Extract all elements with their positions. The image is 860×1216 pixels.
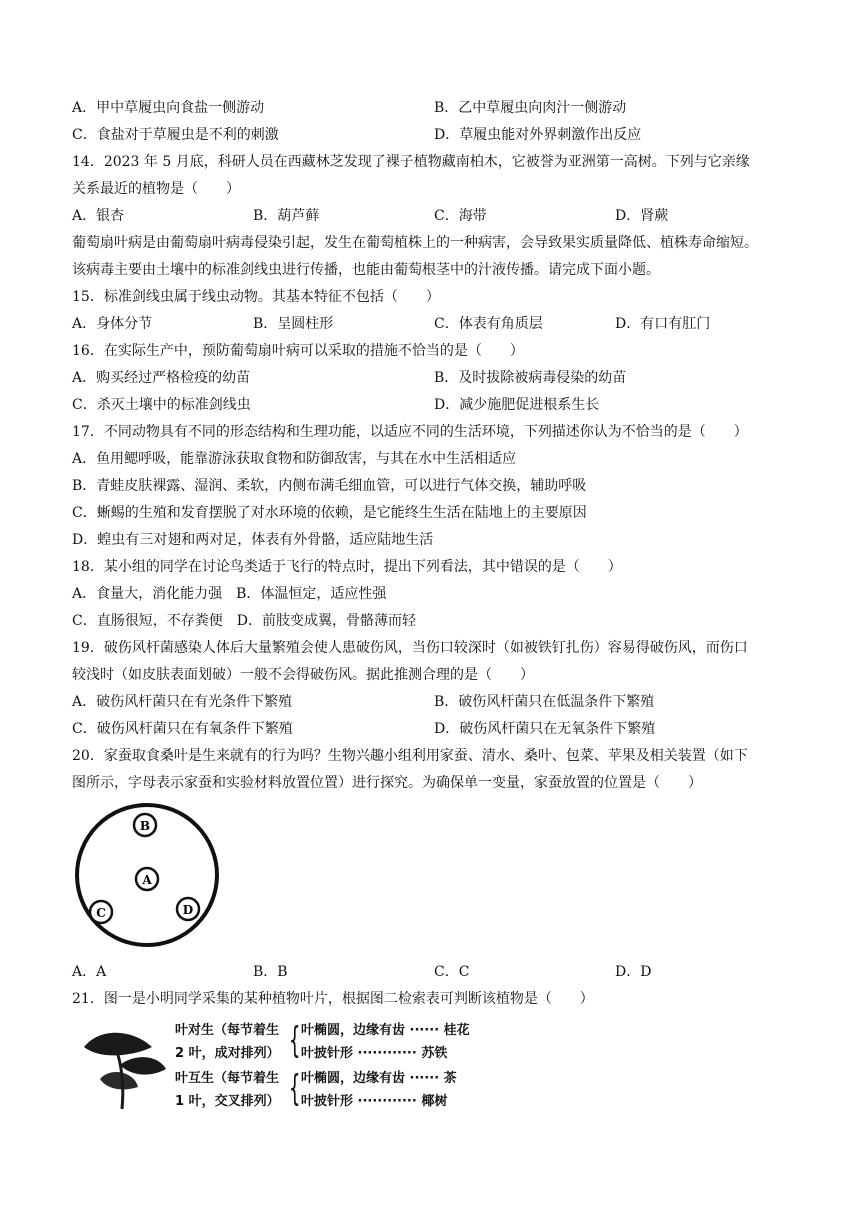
experiment-dish-diagram	[72, 801, 222, 949]
q19-option-a[interactable]: A．破伤风杆菌只在有光条件下繁殖	[72, 694, 293, 710]
q14-option-d[interactable]: D．肾蕨	[615, 208, 669, 224]
q17-option-c[interactable]: C．蜥蜴的生殖和发育摆脱了对水环境的依赖，是它能终生生活在陆地上的主要原因	[72, 505, 587, 521]
q14-stem-line-1: 14．2023 年 5 月底，科研人员在西藏林芝发现了裸子植物藏南柏木，它被誉为亚洲第一高树。下列与它亲缘	[72, 154, 750, 170]
q17-option-a[interactable]: A．鱼用鳃呼吸，能靠游泳获取食物和防御敌害，与其在水中生活相适应	[72, 451, 517, 467]
q19-option-b[interactable]: B．破伤风杆菌只在低温条件下繁殖	[434, 694, 655, 710]
q15-stem: 15．标准剑线虫属于线虫动物。其基本特征不包括（ ）	[72, 289, 440, 305]
q16-stem: 16．在实际生产中，预防葡萄扇叶病可以采取的措施不恰当的是（ ）	[72, 343, 524, 359]
q18-options-row-2	[72, 608, 812, 635]
q16-option-a[interactable]: A．购买经过严格检疫的幼苗	[72, 370, 251, 386]
q19-option-c[interactable]: C．破伤风杆菌只在有氧条件下繁殖	[72, 721, 293, 737]
q15-options	[72, 311, 812, 338]
leaf-specimen-image	[80, 1025, 170, 1111]
key-group2-row2: 叶披针形 ············ 椰树	[301, 1094, 448, 1109]
q13-option-a[interactable]: A．甲中草履虫向食盐一侧游动	[72, 100, 265, 116]
q14-option-b[interactable]: B．葫芦藓	[253, 208, 320, 224]
position-c-label: C	[96, 906, 106, 920]
key-group1-row1: 叶椭圆，边缘有齿 ······ 桂花	[301, 1023, 470, 1038]
q20-option-d[interactable]: D．D	[615, 964, 652, 980]
q13-option-d[interactable]: D．草履虫能对外界刺激作出反应	[434, 127, 642, 143]
key-group2-brace: {	[289, 1068, 301, 1109]
q14-option-a[interactable]: A．银杏	[72, 208, 125, 224]
q15-option-a[interactable]: A．身体分节	[72, 316, 153, 332]
position-d-label: D	[182, 903, 194, 917]
q13-options-row-1	[72, 95, 812, 122]
q14-stem-line-2: 关系最近的植物是（ ）	[72, 181, 240, 197]
key-group2-label-b: 1 叶，交叉排列）	[175, 1094, 280, 1109]
key-group2-row1: 叶椭圆，边缘有齿 ······ 茶	[301, 1071, 457, 1086]
q15-option-d[interactable]: D．有口有肛门	[615, 316, 711, 332]
q20-stem-line-2: 图所示，字母表示家蚕和实验材料放置位置）进行探究。为确保单一变量，家蚕放置的位置是（ ）	[72, 775, 702, 791]
key-group2-label-a: 叶互生（每节着生	[175, 1071, 280, 1086]
q19-stem-line-2: 较浅时（如皮肤表面划破）一般不会得破伤风。据此推测合理的是（ ）	[72, 667, 534, 683]
q21-figure	[72, 1019, 812, 1119]
q20-option-b[interactable]: B．B	[253, 964, 288, 980]
q14-option-c[interactable]: C．海带	[434, 208, 487, 224]
q18-options-row-1	[72, 581, 812, 608]
q17-stem: 17．不同动物具有不同的形态结构和生理功能，以适应不同的生活环境，下列描述你认为不恰当的是（ ）	[72, 424, 748, 440]
q18-option-b[interactable]: B．体温恒定，适应性强	[236, 586, 387, 602]
q14-options	[72, 203, 812, 230]
intro-line-1: 葡萄扇叶病是由葡萄扇叶病毒侵染引起，发生在葡萄植株上的一种病害，会导致果实质量降低、植株寿命缩短。	[72, 235, 758, 251]
key-group1-label-a: 叶对生（每节着生	[175, 1023, 280, 1038]
q20-option-a[interactable]: A．A	[72, 964, 107, 980]
key-group1-label-b: 2 叶，成对排列）	[175, 1046, 280, 1061]
q18-stem: 18．某小组的同学在讨论鸟类适于飞行的特点时，提出下列看法，其中错误的是（ ）	[72, 559, 622, 575]
q13-option-b[interactable]: B．乙中草履虫向肉汁一侧游动	[434, 100, 627, 116]
q18-option-c[interactable]: C．直肠很短，不存粪便	[72, 613, 223, 629]
q18-option-d[interactable]: D．前肢变成翼，骨骼薄而轻	[236, 613, 416, 629]
intro-line-2: 该病毒主要由土壤中的标准剑线虫进行传播，也能由葡萄根茎中的汁液传播。请完成下面小题。	[72, 262, 660, 278]
q19-options-row-1	[72, 689, 812, 716]
q15-option-c[interactable]: C．体表有角质层	[434, 316, 543, 332]
q17-option-d[interactable]: D．蝗虫有三对翅和两对足，体表有外骨骼，适应陆地生活	[72, 532, 434, 548]
q18-option-a[interactable]: A．食量大，消化能力强	[72, 586, 223, 602]
q16-option-c[interactable]: C．杀灭土壤中的标准剑线虫	[72, 397, 251, 413]
q16-option-d[interactable]: D．减少施肥促进根系生长	[434, 397, 600, 413]
q16-options-row-1	[72, 365, 812, 392]
q15-option-b[interactable]: B．呈圆柱形	[253, 316, 334, 332]
q20-options	[72, 959, 812, 986]
q19-options-row-2	[72, 716, 812, 743]
q20-option-c[interactable]: C．C	[434, 964, 470, 980]
key-group1-brace: {	[289, 1020, 301, 1061]
key-group1-row2: 叶披针形 ············ 苏铁	[301, 1046, 448, 1061]
q17-option-b[interactable]: B．青蛙皮肤裸露、湿润、柔软，内侧布满毛细血管，可以进行气体交换，辅助呼吸	[72, 478, 587, 494]
q19-stem-line-1: 19．破伤风杆菌感染人体后大量繁殖会使人患破伤风，当伤口较深时（如被铁钉扎伤）容易得破伤风，而伤口	[72, 640, 748, 656]
position-a-label: A	[142, 873, 152, 887]
q21-stem: 21．图一是小明同学采集的某种植物叶片，根据图二检索表可判断该植物是（ ）	[72, 991, 594, 1007]
q16-options-row-2	[72, 392, 812, 419]
q19-option-d[interactable]: D．破伤风杆菌只在无氧条件下繁殖	[434, 721, 656, 737]
q20-figure	[72, 801, 812, 951]
exam-page	[72, 95, 812, 1119]
q13-options-row-2	[72, 122, 812, 149]
q16-option-b[interactable]: B．及时拔除被病毒侵染的幼苗	[434, 370, 627, 386]
q13-option-c[interactable]: C．食盐对于草履虫是不利的刺激	[72, 127, 279, 143]
q20-stem-line-1: 20．家蚕取食桑叶是生来就有的行为吗？生物兴趣小组利用家蚕、清水、桑叶、包菜、苹果及相关装置（如下	[72, 748, 748, 764]
position-b-label: B	[139, 819, 151, 833]
